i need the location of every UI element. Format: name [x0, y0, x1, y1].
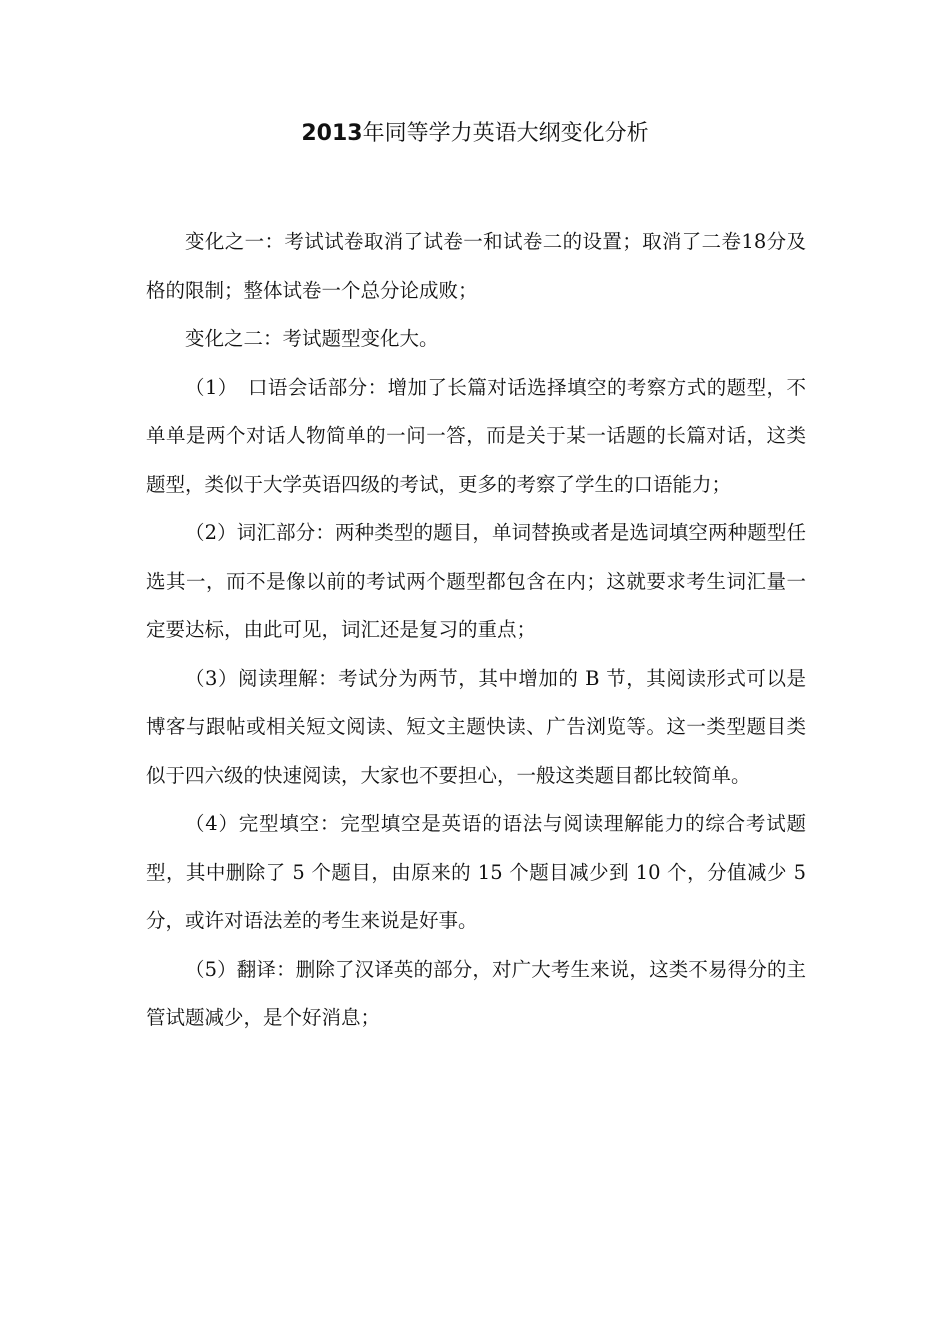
- document-title: [0, 118, 950, 150]
- paragraph-vocabulary: （2）词汇部分：两种类型的题目，单词替换或者是选词填空两种题型任选其一，而不是像以前的考试两个题型都包含在内；这就要求考生词汇量一定要达标，由此可见，词汇还是复习的重点；: [146, 521, 806, 641]
- paragraph-cloze: （4）完型填空：完型填空是英语的语法与阅读理解能力的综合考试题型，其中删除了 5 个题目，由原来的 15 个题目减少到 10 个，分值减少 5 分，或许对语法差的考生来说是好事。: [146, 812, 806, 932]
- paragraph-change-2: 变化之二：考试题型变化大。: [185, 327, 439, 350]
- paragraph-change-1: 变化之一：考试试卷取消了试卷一和试卷二的设置；取消了二卷18分及格的限制；整体试卷一个总分论成败；: [146, 230, 806, 302]
- paragraph-oral: （1） 口语会话部分：增加了长篇对话选择填空的考察方式的题型，不单单是两个对话人物简单的一问一答，而是关于某一话题的长篇对话，这类题型，类似于大学英语四级的考试，更多的考察了学生的口语能力；: [146, 375, 806, 496]
- document-body: [146, 218, 806, 1043]
- paragraph-reading: （3）阅读理解：考试分为两节，其中增加的 B 节，其阅读形式可以是博客与跟帖或相关短文阅读、短文主题快读、广告浏览等。这一类型题目类似于四六级的快速阅读，大家也不要担心，一般这类题目都比较简单。: [146, 666, 806, 787]
- paragraph-translation: （5）翻译：删除了汉译英的部分，对广大考生来说，这类不易得分的主管试题减少，是个好消息；: [146, 957, 806, 1029]
- title-year: 2013: [301, 121, 363, 146]
- title-text: 年同等学力英语大纲变化分析: [362, 121, 649, 146]
